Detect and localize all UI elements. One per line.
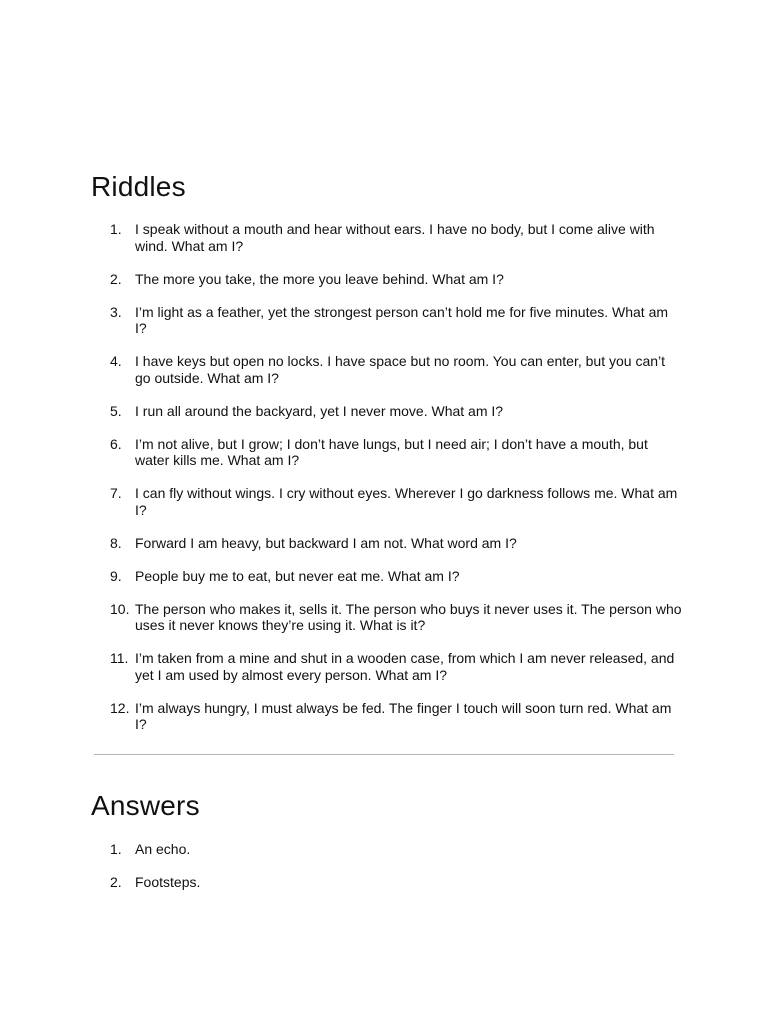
riddle-number: 4. bbox=[110, 353, 122, 369]
riddle-text: I’m always hungry, I must always be fed. The finger I touch will soon turn red. What am I? bbox=[135, 699, 672, 732]
riddle-number: 10. bbox=[110, 600, 130, 617]
answers-heading: Answers bbox=[91, 790, 200, 821]
riddle-text: I’m taken from a mine and shut in a wooden case, from which I am never released, and yet I am used by almost every person. What am I? bbox=[135, 650, 675, 683]
riddle-number: 7. bbox=[110, 485, 122, 501]
riddle-item bbox=[110, 304, 682, 337]
answer-item bbox=[110, 874, 682, 891]
riddle-item bbox=[110, 353, 682, 386]
riddle-number: 8. bbox=[110, 534, 122, 551]
riddle-number: 3. bbox=[110, 303, 122, 320]
riddle-item bbox=[110, 221, 682, 254]
answer-number: 1. bbox=[110, 841, 122, 857]
riddle-item bbox=[110, 535, 682, 552]
riddle-text: I’m not alive, but I grow; I don’t have lungs, but I need air; I don’t have a mouth, but water kills me. What am I? bbox=[135, 435, 648, 468]
riddle-item bbox=[110, 601, 682, 634]
riddle-number: 11. bbox=[110, 650, 129, 666]
riddle-text: I speak without a mouth and hear without ears. I have no body, but I come alive with wind. What am I? bbox=[135, 221, 655, 254]
riddle-text: The more you take, the more you leave behind. What am I? bbox=[135, 270, 504, 287]
riddle-item bbox=[110, 568, 682, 585]
riddle-text: I have keys but open no locks. I have space but no room. You can enter, but you can’t go outside. What am I? bbox=[135, 353, 666, 386]
riddle-number: 12. bbox=[110, 699, 130, 716]
riddle-number: 9. bbox=[110, 567, 122, 584]
riddle-number: 2. bbox=[110, 270, 122, 287]
riddle-text: I can fly without wings. I cry without eyes. Wherever I go darkness follows me. What am I? bbox=[135, 485, 678, 518]
riddle-item bbox=[110, 700, 682, 733]
riddle-number: 1. bbox=[110, 221, 122, 237]
answer-text: An echo. bbox=[135, 841, 191, 857]
answer-text: Footsteps. bbox=[135, 874, 201, 890]
riddles-heading: Riddles bbox=[91, 171, 186, 202]
riddle-item bbox=[110, 485, 682, 518]
answer-item bbox=[110, 841, 682, 858]
riddle-item bbox=[110, 436, 682, 469]
riddle-text: People buy me to eat, but never eat me. What am I? bbox=[135, 567, 460, 584]
answers-list bbox=[110, 841, 682, 907]
answer-number: 2. bbox=[110, 874, 122, 890]
riddle-text: I’m light as a feather, yet the strongest person can’t hold me for five minutes. What am I? bbox=[135, 303, 669, 336]
riddle-text: The person who makes it, sells it. The person who buys it never uses it. The person who uses it never knows they’re using it. What is it? bbox=[135, 600, 682, 633]
riddle-number: 6. bbox=[110, 435, 122, 452]
riddle-text: I run all around the backyard, yet I never move. What am I? bbox=[135, 402, 504, 419]
riddle-number: 5. bbox=[110, 402, 122, 419]
riddle-text: Forward I am heavy, but backward I am not. What word am I? bbox=[135, 534, 517, 551]
riddle-item bbox=[110, 271, 682, 288]
riddle-item bbox=[110, 403, 682, 420]
section-divider bbox=[94, 754, 674, 755]
riddles-list bbox=[110, 221, 682, 749]
riddle-item bbox=[110, 650, 682, 683]
